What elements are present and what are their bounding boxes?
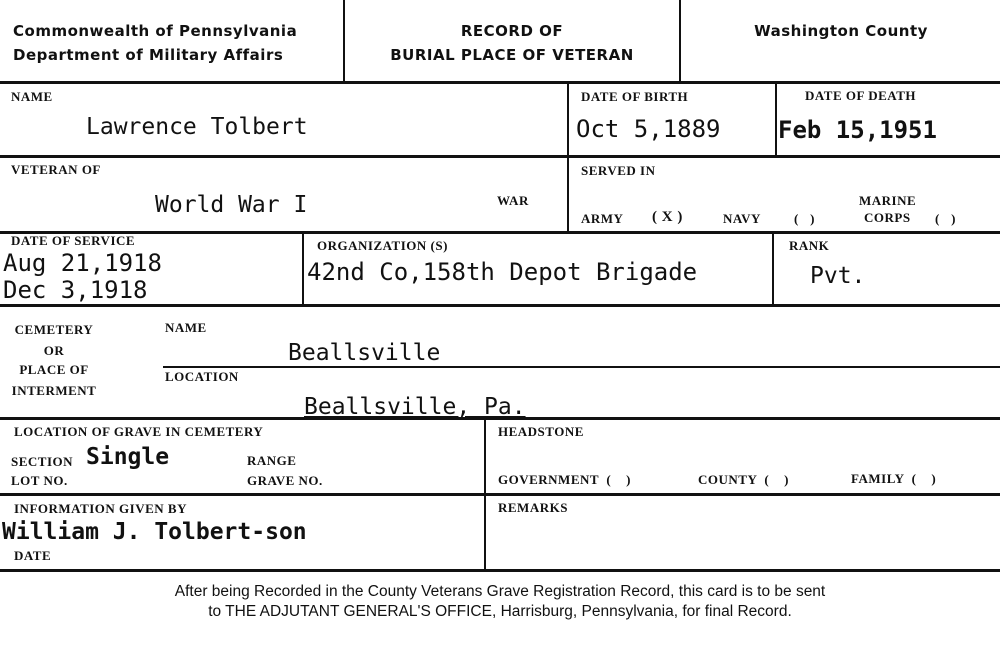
divider [679,0,681,82]
birth-label: DATE OF BIRTH [581,89,689,104]
info-given-value: William J. Tolbert-son [2,519,307,545]
marine-checkbox[interactable]: ( ) [935,211,956,226]
cemetery-side-label: OR [43,343,65,358]
corps-label: CORPS [864,210,911,225]
grave-no-label: GRAVE NO. [247,473,323,488]
footer-line2: to THE ADJUTANT GENERAL'S OFFICE, Harrisburg, Pennsylvania, for final Record. [208,603,792,620]
divider [343,0,345,82]
divider [775,82,777,156]
divider [0,304,1000,307]
navy-checkbox[interactable]: ( ) [794,211,815,226]
birth-date: Oct 5,1889 [576,115,721,143]
cemetery-name-label: NAME [165,320,207,335]
form-title-line1: RECORD OF [460,22,564,40]
divider [302,232,304,304]
cemetery-side-label: PLACE OF [19,362,89,377]
war-value: World War I [155,192,308,218]
army-checkbox[interactable]: ( X ) [652,209,683,225]
service-label: DATE OF SERVICE [11,233,136,248]
headstone-label: HEADSTONE [498,424,584,439]
divider [0,155,1000,158]
divider [772,232,774,304]
organization-label: ORGANIZATION (S) [317,238,448,253]
lot-label: LOT NO. [11,473,68,488]
footer-line1: After being Recorded in the County Veterans Grave Registration Record, this card is to be sent [174,583,826,600]
veteran-name: Lawrence Tolbert [86,114,308,140]
navy-label: NAVY [723,211,761,226]
divider [0,81,1000,84]
family-checkbox[interactable]: FAMILY ( ) [851,471,937,486]
organization-value: 42nd Co,158th Depot Brigade [307,258,698,286]
death-date: Feb 15,1951 [778,116,937,144]
county: Washington County [754,22,928,40]
name-label: NAME [11,89,53,104]
remarks-label: REMARKS [498,500,568,515]
divider [163,366,1000,368]
divider [0,231,1000,234]
cemetery-side-label: CEMETERY [14,322,94,337]
war-label: WAR [497,193,529,208]
service-to: Dec 3,1918 [3,276,148,304]
state-line2: Department of Military Affairs [13,46,284,64]
date-label: DATE [14,548,52,563]
served-in-label: SERVED IN [581,163,656,178]
army-label: ARMY [581,211,624,226]
range-label: RANGE [247,453,297,468]
government-checkbox[interactable]: GOVERNMENT ( ) [498,472,631,487]
section-label: SECTION [11,454,74,469]
cemetery-location: Beallsville, Pa. [304,394,526,420]
form-title-line2: BURIAL PLACE OF VETERAN [390,46,634,64]
marine-label: MARINE [859,193,917,208]
cemetery-name: Beallsville [288,340,441,366]
divider [0,493,1000,496]
county-checkbox[interactable]: COUNTY ( ) [698,472,790,487]
cemetery-side-label: INTERMENT [11,383,97,398]
section-value: Single [86,444,170,470]
rank-value: Pvt. [810,263,866,289]
grave-location-label: LOCATION OF GRAVE IN CEMETERY [14,424,264,439]
cemetery-location-label: LOCATION [165,369,239,384]
death-label: DATE OF DEATH [805,88,916,103]
state-line1: Commonwealth of Pennsylvania [13,22,298,40]
service-from: Aug 21,1918 [3,249,162,277]
rank-label: RANK [789,238,830,253]
divider [0,569,1000,572]
veteran-of-label: VETERAN OF [11,162,101,177]
info-given-label: INFORMATION GIVEN BY [14,501,187,516]
